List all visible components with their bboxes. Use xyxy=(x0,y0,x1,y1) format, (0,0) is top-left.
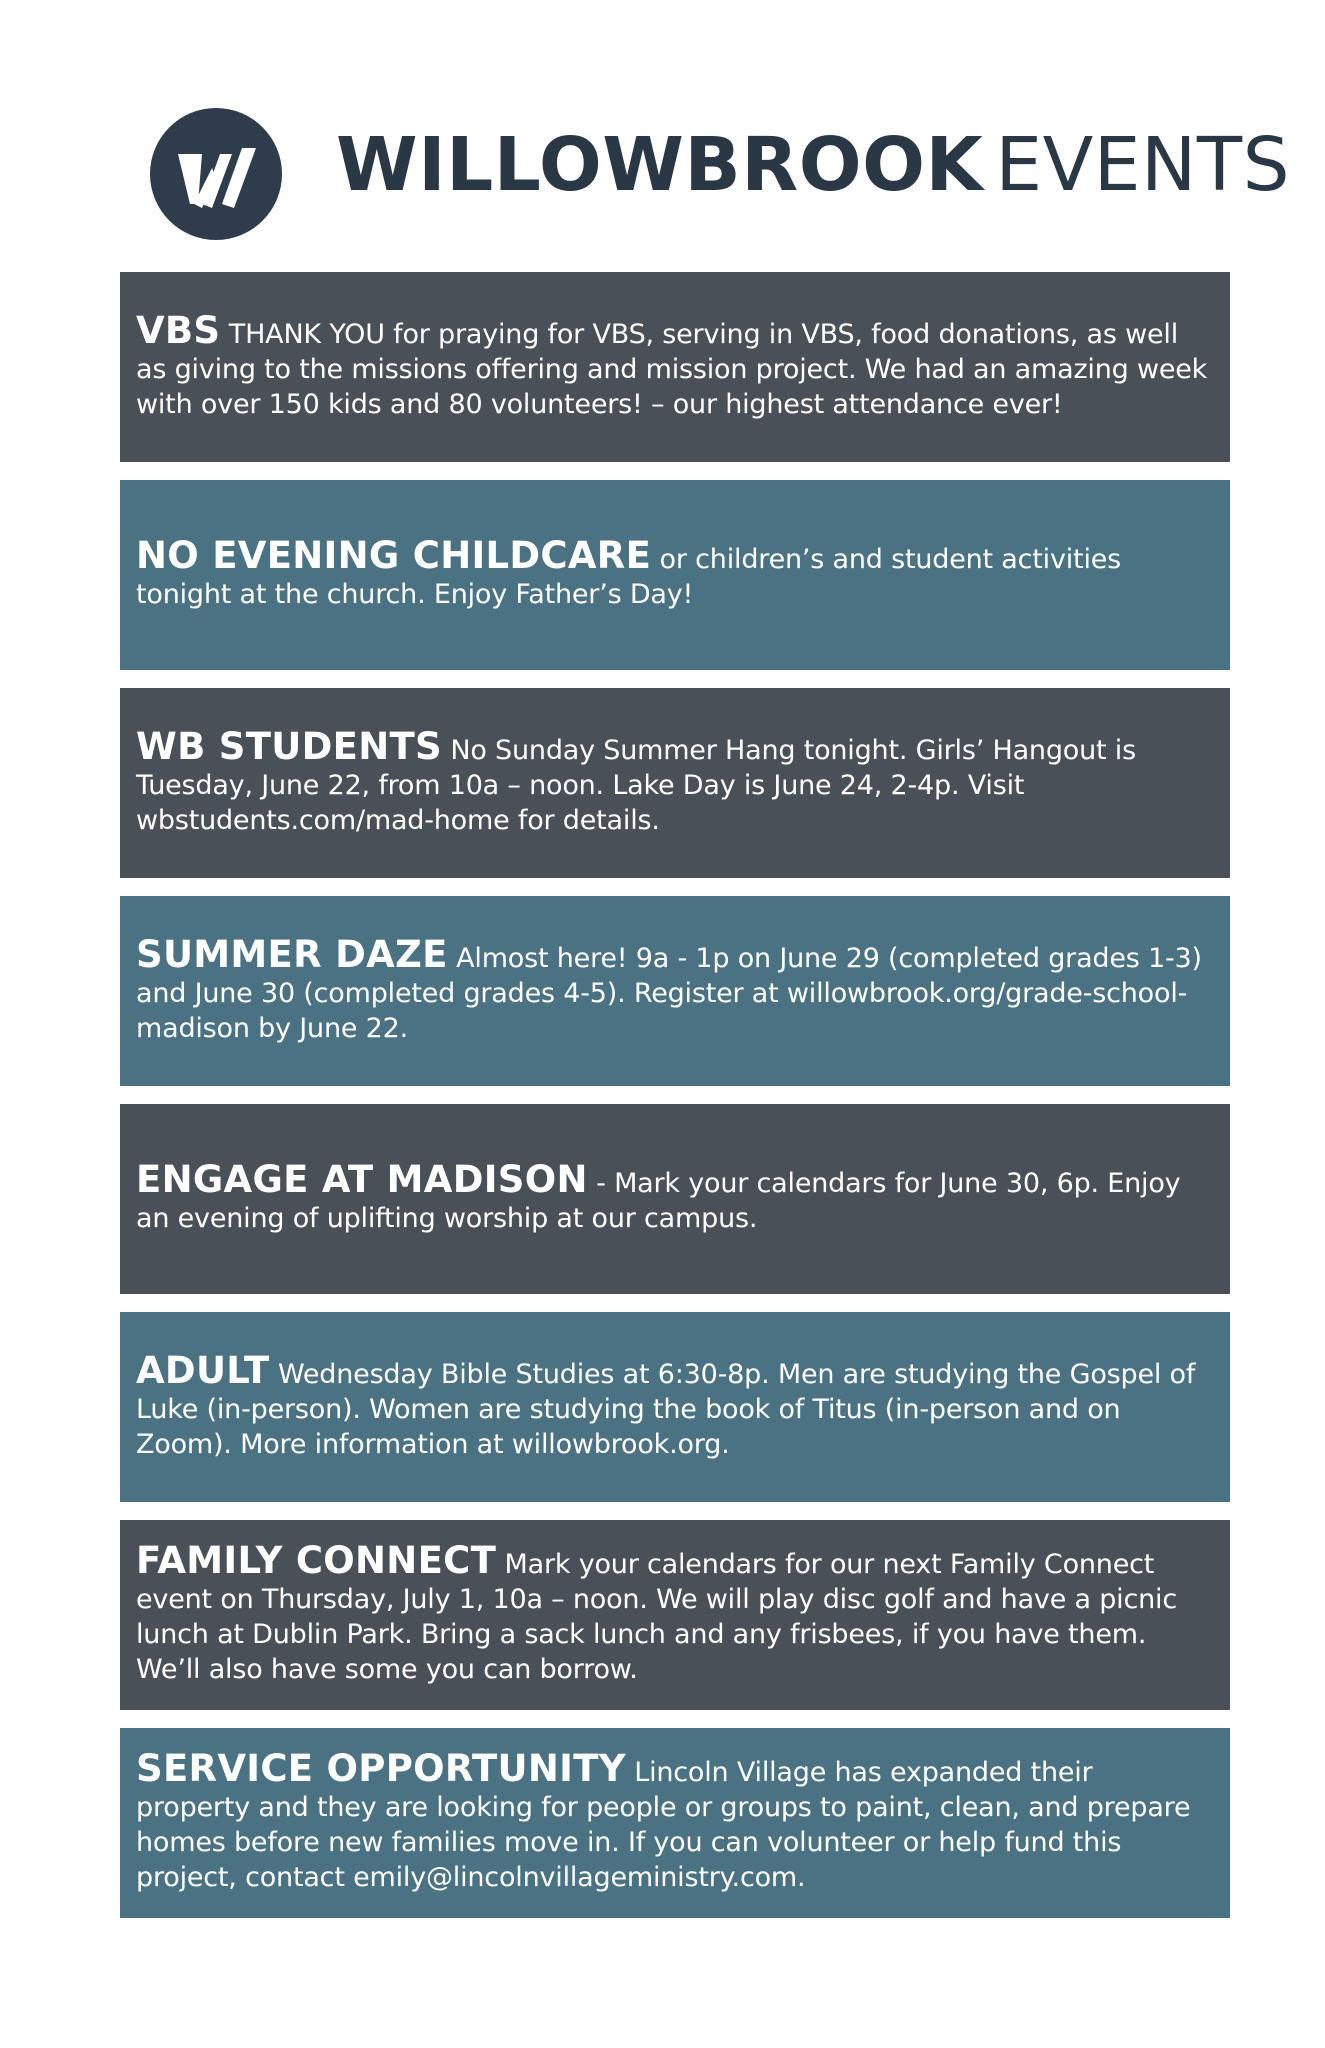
event-body: or children’s and student activities tonight at the church. Enjoy Father’s Day! xyxy=(136,544,1122,610)
event-body: Lincoln Village has expanded their property and they are looking for people or groups to paint, clean, and prepare homes before new families move in. If you can volunteer or help fund this project, contact emily@lincolnvillageministry.com. xyxy=(136,1757,1191,1893)
event-body: Mark your calendars for our next Family Connect event on Thursday, July 1, 10a – noon. We will play disc golf and have a picnic lunch at Dublin Park. Bring a sack lunch and any frisbees, if you have them. We’ll also have some you can borrow. xyxy=(136,1549,1177,1685)
page-title xyxy=(336,120,1290,210)
event-body: No Sunday Summer Hang tonight. Girls’ Hangout is Tuesday, June 22, from 10a – noon. Lake Day is June 24, 2-4p. Visit wbstudents.com/mad-home for details. xyxy=(136,734,1136,836)
event-body: Wednesday Bible Studies at 6:30-8p. Men are studying the Gospel of Luke (in-person). Women are studying the book of Titus (in-person and on Zoom). More information at willowbrook.org. xyxy=(136,1358,1196,1460)
event-heading: WB STUDENTS xyxy=(136,724,442,768)
event-card-family-connect xyxy=(120,1520,1230,1710)
page-header xyxy=(150,108,1291,244)
event-heading: SUMMER DAZE xyxy=(136,932,448,976)
event-card-wb-students xyxy=(120,688,1230,878)
event-body: - Mark your calendars for June 30, 6p. Enjoy an evening of uplifting worship at our campus. xyxy=(136,1168,1181,1234)
event-card-childcare xyxy=(120,480,1230,670)
willowbrook-w-logo-icon xyxy=(150,108,282,240)
event-heading: ADULT xyxy=(136,1348,270,1392)
event-heading: VBS xyxy=(136,308,221,352)
event-heading: ENGAGE AT MADISON xyxy=(136,1158,588,1201)
event-heading: NO EVENING CHILDCARE xyxy=(136,534,652,577)
event-heading: FAMILY CONNECT xyxy=(136,1539,497,1582)
event-card-adult xyxy=(120,1312,1230,1502)
event-card-vbs xyxy=(120,272,1230,462)
event-card-service-opportunity xyxy=(120,1728,1230,1918)
event-heading: SERVICE OPPORTUNITY xyxy=(136,1747,626,1790)
event-body: THANK YOU for praying for VBS, serving in VBS, food donations, as well as giving to the missions offering and mission project. We had an amazing week with over 150 kids and 80 volunteers! – our highest attendance ever! xyxy=(136,318,1208,420)
event-body: Almost here! 9a - 1p on June 29 (completed grades 1-3) and June 30 (completed grades 4-5). Register at willowbrook.org/grade-school-madison by June 22. xyxy=(136,942,1202,1044)
event-card-summer-daze xyxy=(120,896,1230,1086)
event-card-engage-madison xyxy=(120,1104,1230,1294)
page-title-light: EVENTS xyxy=(995,122,1291,208)
page-title-strong: WILLOWBROOK xyxy=(336,122,984,208)
